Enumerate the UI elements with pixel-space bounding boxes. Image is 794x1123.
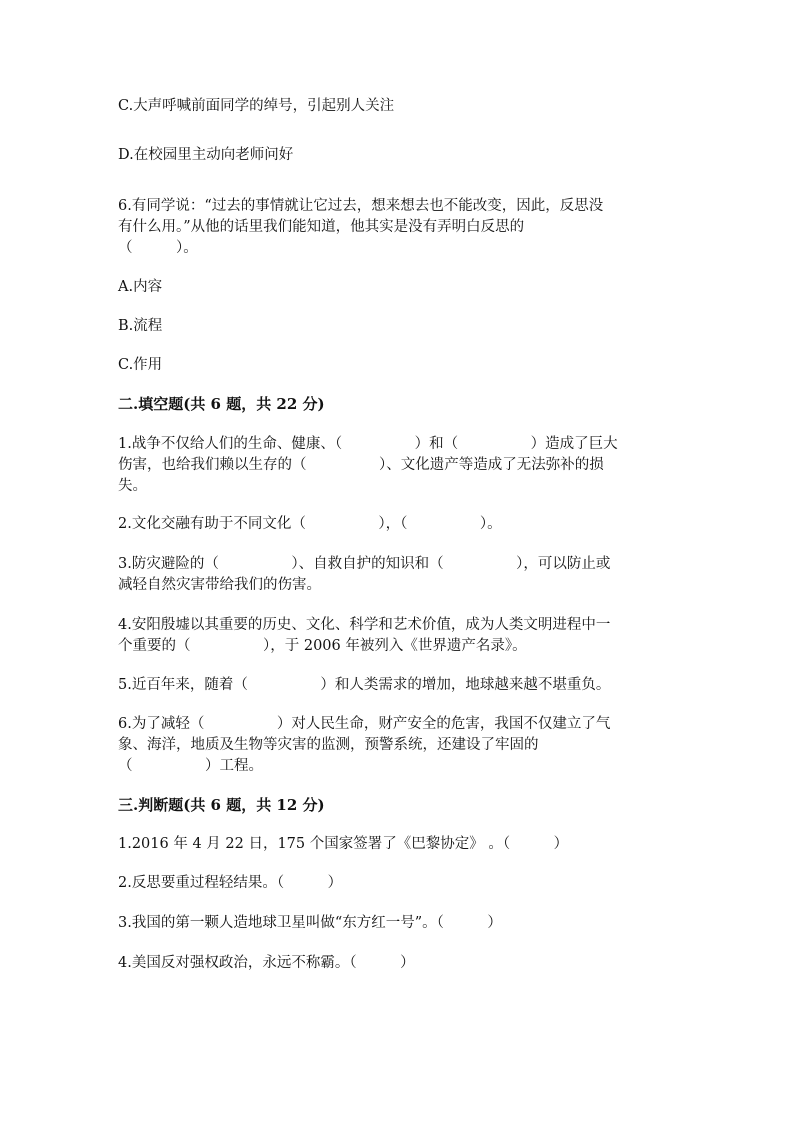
judge-q2: 2.反思要重过程轻结果。（ ） [118, 875, 343, 891]
fill-q4-line1: 4.安阳殷墟以其重要的历史、文化、科学和艺术价值，成为人类文明进程中一 [118, 617, 611, 633]
fill-q3-line2: 减轻自然灾害带给我们的伤害。 [118, 577, 321, 593]
fill-q3-line1: 3.防灾避险的（ ）、自救自护的知识和（ ），可以防止或 [118, 556, 611, 572]
q6-option-c: C.作用 [118, 357, 163, 373]
fill-q1-line1: 1.战争不仅给人们的生命、健康、（ ）和（ ）造成了巨大 [118, 436, 618, 452]
fill-q1-line2: 伤害，也给我们赖以生存的（ ）、文化遗产等造成了无法弥补的损 [118, 457, 604, 473]
q6-option-a: A.内容 [118, 279, 163, 295]
q6-stem-line3: （ ）。 [118, 240, 198, 256]
q6-stem-line2: 有什么用。”从他的话里我们能知道，他其实是没有弄明白反思的 [118, 219, 525, 235]
fill-q2: 2.文化交融有助于不同文化（ ），（ ）。 [118, 516, 502, 532]
judge-q3: 3.我国的第一颗人造地球卫星叫做“东方红一号”。（ ） [118, 915, 502, 931]
q6-stem-line1: 6.有同学说：“过去的事情就让它过去，想来想去也不能改变，因此，反思没 [118, 198, 604, 214]
fill-q6-line2: 象、海洋，地质及生物等灾害的监测，预警系统，还建设了牢固的 [118, 737, 539, 753]
section3-heading: 三.判断题(共 6 题，共 12 分) [118, 796, 325, 814]
judge-q4: 4.美国反对强权政治，永远不称霸。（ ） [118, 955, 415, 971]
section2-heading: 二.填空题(共 6 题，共 22 分) [118, 395, 325, 413]
fill-q5: 5.近百年来，随着（ ）和人类需求的增加，地球越来越不堪重负。 [118, 677, 611, 693]
q5-option-c: C.大声呼喊前面同学的绰号，引起别人关注 [118, 98, 395, 114]
fill-q1-line3: 失。 [118, 478, 147, 494]
q5-option-d: D.在校园里主动向老师问好 [118, 147, 294, 163]
q6-option-b: B.流程 [118, 318, 163, 334]
fill-q6-line1: 6.为了减轻（ ）对人民生命，财产安全的危害，我国不仅建立了气 [118, 716, 611, 732]
judge-q1: 1.2016 年 4 月 22 日，175 个国家签署了《巴黎协定》 。（ ） [118, 836, 569, 852]
fill-q4-line2: 个重要的（ ），于 2006 年被列入《世界遗产名录》。 [118, 638, 527, 654]
fill-q6-line3: （ ）工程。 [118, 758, 263, 774]
